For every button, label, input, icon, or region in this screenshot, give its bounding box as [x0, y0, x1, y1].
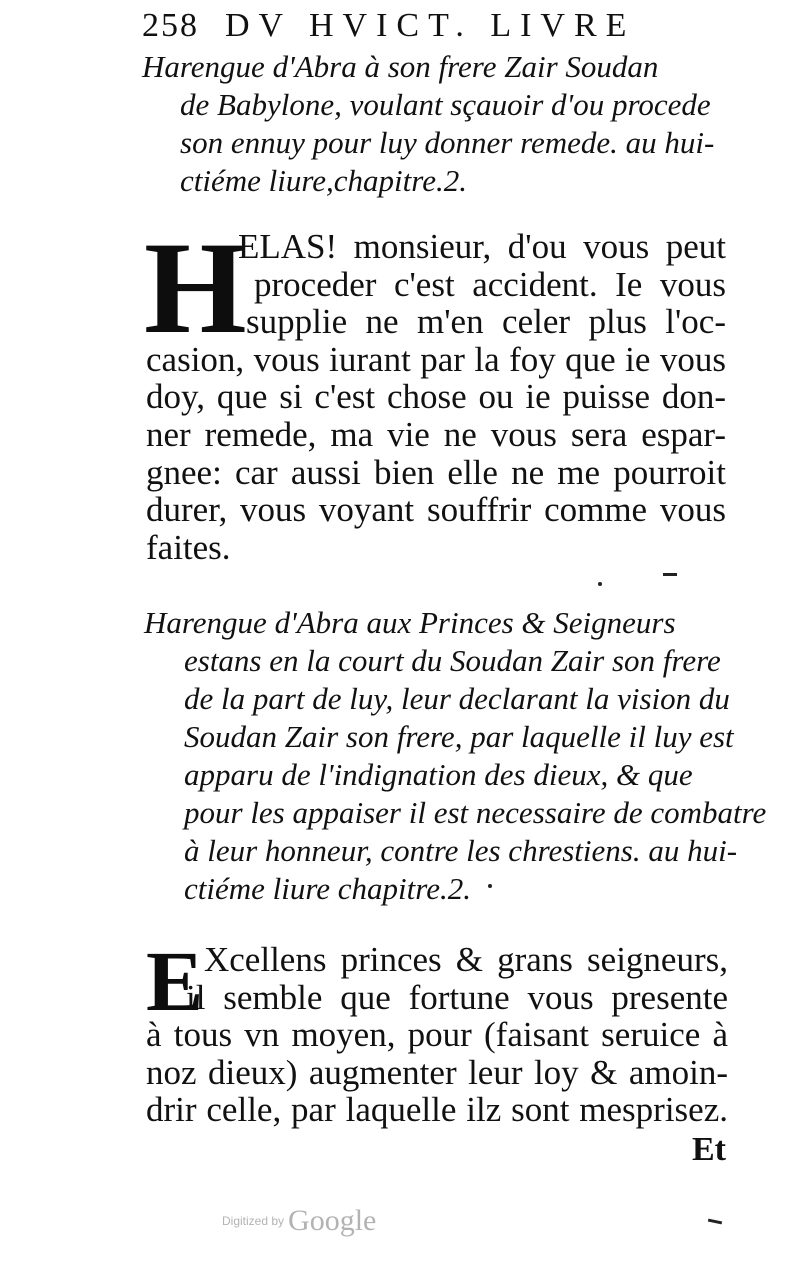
- heading-2-line: Harengue d'Abra aux Princes & Seigneurs: [144, 605, 676, 640]
- ink-speck: [663, 573, 677, 576]
- paragraph-1-line: durer, vous voyant souffrir comme vous: [146, 490, 726, 530]
- heading-1-line: ctiéme liure,chapitre.2.: [180, 163, 467, 198]
- running-title: DV HVICT. LIVRE: [225, 7, 636, 44]
- ink-speck: [708, 1219, 722, 1225]
- heading-2-line: estans en la court du Soudan Zair son frere: [184, 643, 721, 678]
- heading-1-line: son ennuy pour luy donner remede. au hui-: [180, 125, 715, 160]
- dropcap-h: H: [144, 214, 247, 361]
- paragraph-2-line: il semble que fortune vous presente: [186, 977, 728, 1017]
- watermark-brand: Google: [288, 1204, 377, 1237]
- paragraph-1: [146, 228, 726, 566]
- running-head: [142, 6, 742, 46]
- heading-1-line: Harengue d'Abra à son frere Zair Soudan: [142, 49, 659, 84]
- digitized-watermark: [222, 1204, 442, 1244]
- paragraph-2-line: drir celle, par laquelle ilz sont mesprisez.: [146, 1090, 728, 1130]
- paragraph-2-line: noz dieux) augmenter leur loy & amoin-: [146, 1052, 728, 1092]
- paragraph-1-line: casion, vous iurant par la foy que ie vous: [146, 339, 726, 379]
- paragraph-1-line: supplie ne m'en celer plus l'oc-: [246, 302, 726, 342]
- catchword: Et: [692, 1131, 726, 1168]
- paragraph-2-line: à tous vn moyen, pour (faisant seruice à: [146, 1015, 728, 1055]
- heading-2-line: à leur honneur, contre les chrestiens. au hui-: [184, 833, 738, 868]
- heading-2-line: de la part de luy, leur declarant la vision du: [184, 681, 730, 716]
- paragraph-2: [146, 941, 728, 1129]
- paragraph-1-line: doy, que si c'est chose ou ie puisse don-: [146, 377, 726, 417]
- ink-speck: [488, 884, 492, 888]
- section-heading-2: [144, 604, 767, 908]
- page-number: 258: [142, 7, 199, 44]
- paragraph-1-line: proceder c'est accident. Ie vous: [254, 264, 726, 304]
- paragraph-1-line: faites.: [146, 527, 231, 567]
- paragraph-1-line: ELAS! monsieur, d'ou vous peut: [238, 227, 726, 266]
- section-heading-1: [142, 48, 742, 200]
- paragraph-2-line: Xcellens princes & grans seigneurs,: [204, 940, 728, 979]
- heading-1-line: de Babylone, voulant sçauoir d'ou procede: [180, 87, 711, 122]
- ink-speck: [598, 582, 602, 586]
- heading-2-line: Soudan Zair son frere, par laquelle il luy est: [184, 719, 734, 754]
- paragraph-1-line: gnee: car aussi bien elle ne me pourroit: [146, 452, 726, 492]
- heading-2-line: ctiéme liure chapitre.2.: [184, 871, 471, 906]
- dropcap-e: E: [146, 933, 204, 1029]
- heading-2-line: pour les appaiser il est necessaire de combatre: [184, 795, 767, 830]
- heading-2-line: apparu de l'indignation des dieux, & que: [184, 757, 693, 792]
- watermark-prefix: Digitized by: [222, 1214, 285, 1228]
- paragraph-1-line: ner remede, ma vie ne vous sera espar-: [146, 414, 726, 454]
